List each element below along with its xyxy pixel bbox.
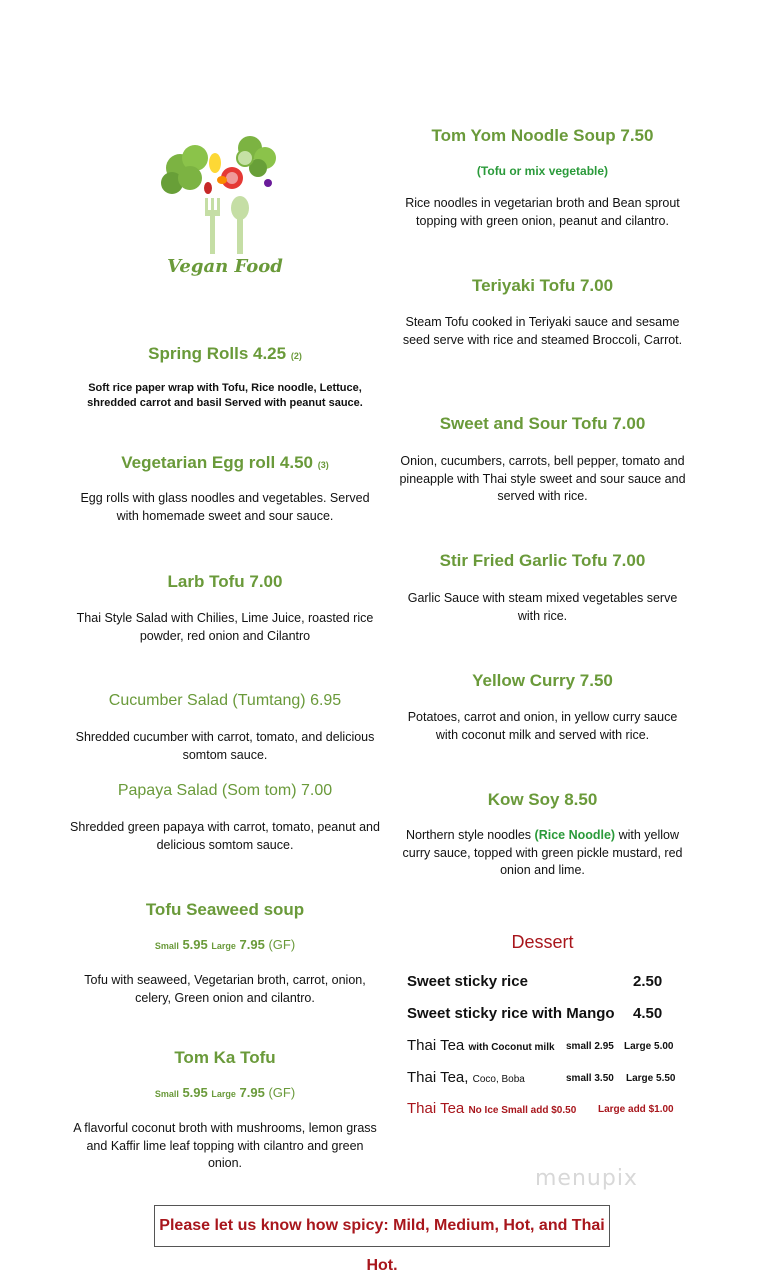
menu-item-title: Tom Ka Tofu — [174, 1048, 276, 1067]
menu-item-desc: Egg rolls with glass noodles and vegetables. Served with homemade sweet and sour sauce. — [80, 491, 370, 523]
menu-item-title: Cucumber Salad (Tumtang) 6.95 — [108, 692, 342, 709]
left-column — [70, 0, 380, 1200]
logo-text: Vegan Food — [167, 256, 283, 277]
menu-item-desc: Tofu with seaweed, Vegetarian broth, carrot, onion, celery, Green onion and cilantro. — [84, 973, 366, 1005]
menu-item-title: Papaya Salad (Som tom) 7.00 — [117, 782, 333, 799]
menu-item-desc: Onion, cucumbers, carrots, bell pepper, tomato and pineapple with Thai style sweet and sour sauce and served with rice. — [399, 454, 686, 503]
menu-item-title: Kow Soy 8.50 — [487, 790, 598, 809]
menu-item-title: Larb Tofu 7.00 — [167, 572, 283, 591]
spice-notice: Please let us know how spicy: Mild, Medium, Hot, and Thai Hot. — [154, 1205, 610, 1247]
item-name: Spring Rolls 4.25 — [148, 344, 287, 363]
menu-item-desc: Soft rice paper wrap with Tofu, Rice noodle, Lettuce, shredded carrot and basil Served with peanut sauce. — [87, 382, 363, 409]
right-column — [395, 0, 690, 900]
size-prices: Small 5.95 Large 7.95 (GF) — [154, 1085, 296, 1100]
item-qty: (2) — [290, 351, 302, 361]
menu-item-desc: Potatoes, carrot and onion, in yellow curry sauce with coconut milk and served with rice. — [407, 710, 678, 742]
menu-item-desc: Shredded green papaya with carrot, tomato, peanut and delicious somtom sauce. — [70, 820, 380, 852]
menu-item-desc: Thai Style Salad with Chilies, Lime Juice, roasted rice powder, red onion and Cilantro — [76, 611, 374, 643]
menu-item-title: Stir Fried Garlic Tofu 7.00 — [439, 551, 646, 570]
menu-item-desc: A flavorful coconut broth with mushrooms, lemon grass and Kaffir lime leaf topping with cilantro and green onion. — [73, 1121, 377, 1170]
menu-item-title: Sweet and Sour Tofu 7.00 — [439, 414, 646, 433]
dessert-row: Thai Tea, Coco, Boba small 3.50 Large 5.50 — [407, 1069, 676, 1086]
menu-item-subtitle: (Tofu or mix vegetable) — [476, 164, 609, 178]
menu-item-desc: Steam Tofu cooked in Teriyaki sauce and sesame seed serve with rice and steamed Broccoli, Carrot. — [402, 315, 683, 347]
menu-item-desc: Shredded cucumber with carrot, tomato, and delicious somtom sauce. — [75, 730, 375, 762]
menu-item-desc: Garlic Sauce with steam mixed vegetables serve with rice. — [407, 591, 678, 623]
item-name: Vegetarian Egg roll 4.50 — [121, 453, 314, 472]
menu-item-title: Teriyaki Tofu 7.00 — [471, 276, 614, 295]
size-prices: Small 5.95 Large 7.95 (GF) — [154, 937, 296, 952]
menu-item-title — [70, 453, 380, 473]
menu-item-title — [70, 344, 380, 364]
dessert-row: Thai Tea with Coconut milk small 2.95 Large 5.00 — [407, 1037, 674, 1054]
menu-item-title: Yellow Curry 7.50 — [472, 671, 613, 690]
watermark: menupix — [535, 1166, 638, 1191]
menu-item-title: Tofu Seaweed soup — [145, 900, 305, 919]
dessert-row: Sweet sticky rice 2.50 — [407, 973, 663, 990]
item-qty: (3) — [317, 460, 329, 470]
menu-item-desc: Rice noodles in vegetarian broth and Bean sprout topping with green onion, peanut and cilantro. — [405, 196, 680, 228]
dessert-heading: Dessert — [511, 932, 574, 952]
menu-item-title: Tom Yom Noodle Soup 7.50 — [431, 126, 654, 145]
dessert-row: Thai Tea No Ice Small add $0.50 Large add $1.00 — [407, 1100, 674, 1117]
menu-item-desc: Northern style noodles (Rice Noodle) with yellow curry sauce, topped with green pickle mustard, red onion and lime. — [402, 828, 683, 877]
dessert-row: Sweet sticky rice with Mango 4.50 — [407, 1005, 663, 1022]
